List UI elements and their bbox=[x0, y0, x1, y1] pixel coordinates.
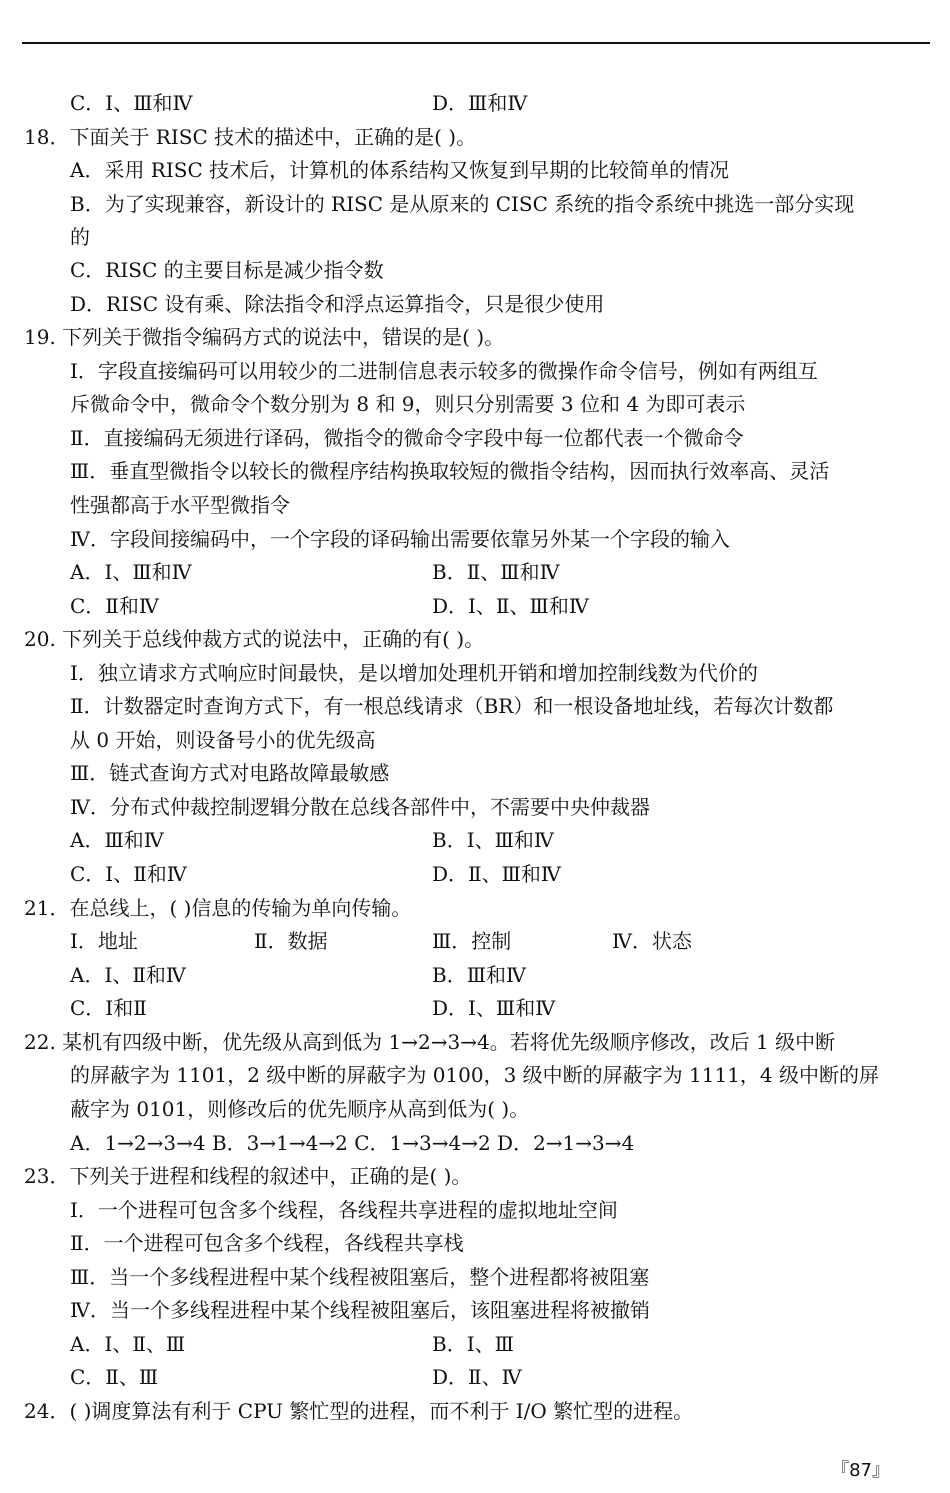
text-line: C．Ⅱ、Ⅲ bbox=[70, 1365, 159, 1389]
text-line: Ⅲ．链式查询方式对电路故障最敏感 bbox=[70, 761, 390, 785]
question-stem: 19. 下列关于微指令编码方式的说法中，错误的是( )。 bbox=[24, 325, 505, 349]
question-stem: 23．下列关于进程和线程的叙述中，正确的是( )。 bbox=[24, 1164, 472, 1188]
text-line: Ⅳ．字段间接编码中，一个字段的译码输出需要依靠另外某一个字段的输入 bbox=[70, 527, 730, 551]
text-line: Ⅰ．地址 bbox=[70, 929, 138, 953]
text-line: B．为了实现兼容，新设计的 RISC 是从原来的 CISC 系统的指令系统中挑选一部分实现 bbox=[70, 192, 855, 216]
text-line: C．Ⅰ、Ⅲ和Ⅳ bbox=[70, 91, 193, 115]
text-line: D．Ⅲ和Ⅳ bbox=[432, 91, 528, 115]
text-line: Ⅱ．计数器定时查询方式下，有一根总线请求（BR）和一根设备地址线，若每次计数都 bbox=[70, 694, 834, 718]
text-line: Ⅲ．控制 bbox=[432, 929, 512, 953]
text-line: Ⅲ．垂直型微指令以较长的微程序结构换取较短的微指令结构，因而执行效率高、灵活 bbox=[70, 459, 830, 483]
text-line: Ⅰ．字段直接编码可以用较少的二进制信息表示较多的微操作命令信号，例如有两组互 bbox=[70, 359, 818, 383]
text-line: D．Ⅰ、Ⅱ、Ⅲ和Ⅳ bbox=[432, 594, 589, 618]
text-line: B．Ⅰ、Ⅲ和Ⅳ bbox=[432, 828, 554, 852]
text-line: B．Ⅰ、Ⅲ bbox=[432, 1332, 514, 1356]
text-line: Ⅱ．一个进程可包含多个线程，各线程共享栈 bbox=[70, 1231, 464, 1255]
text-line: A．Ⅰ、Ⅱ和Ⅳ bbox=[70, 963, 186, 987]
text-line: Ⅱ．数据 bbox=[254, 929, 328, 953]
text-line: Ⅰ．一个进程可包含多个线程，各线程共享进程的虚拟地址空间 bbox=[70, 1198, 618, 1222]
text-line: D．Ⅰ、Ⅲ和Ⅳ bbox=[432, 996, 556, 1020]
text-line: A．Ⅲ和Ⅳ bbox=[70, 828, 164, 852]
text-line: Ⅳ．分布式仲裁控制逻辑分散在总线各部件中，不需要中央仲裁器 bbox=[70, 795, 650, 819]
text-line: Ⅳ．状态 bbox=[612, 929, 692, 953]
page-number: 『87』 bbox=[831, 1460, 890, 1481]
text-line: 的 bbox=[70, 225, 90, 249]
question-stem: 22. 某机有四级中断，优先级从高到低为 1→2→3→4。若将优先级顺序修改，改后 1 级中断 bbox=[24, 1030, 836, 1054]
text-line: Ⅱ．直接编码无须进行译码，微指令的微命令字段中每一位都代表一个微命令 bbox=[70, 426, 744, 450]
text-line: C．Ⅰ、Ⅱ和Ⅳ bbox=[70, 862, 187, 886]
text-line: Ⅰ．独立请求方式响应时间最快，是以增加处理机开销和增加控制线数为代价的 bbox=[70, 661, 758, 685]
text-line: Ⅳ．当一个多线程进程中某个线程被阻塞后，该阻塞进程将被撤销 bbox=[70, 1298, 650, 1322]
text-line: A．采用 RISC 技术后，计算机的体系结构又恢复到早期的比较简单的情况 bbox=[70, 158, 730, 182]
text-line: D．Ⅱ、Ⅳ bbox=[432, 1365, 522, 1389]
text-line: A．Ⅰ、Ⅲ和Ⅳ bbox=[70, 560, 192, 584]
question-stem: 24．( )调度算法有利于 CPU 繁忙型的进程，而不利于 I/O 繁忙型的进程。 bbox=[24, 1399, 694, 1423]
question-stem: 20. 下列关于总线仲裁方式的说法中，正确的有( )。 bbox=[24, 627, 485, 651]
text-line: C．Ⅱ和Ⅳ bbox=[70, 594, 159, 618]
text-line: 蔽字为 0101，则修改后的优先顺序从高到低为( )。 bbox=[70, 1097, 530, 1121]
text-line: D．RISC 设有乘、除法指令和浮点运算指令，只是很少使用 bbox=[70, 292, 605, 316]
text-line: B．Ⅱ、Ⅲ和Ⅳ bbox=[432, 560, 560, 584]
text-line: 的屏蔽字为 1101，2 级中断的屏蔽字为 0100，3 级中断的屏蔽字为 1111，4 级中断的屏 bbox=[70, 1063, 880, 1087]
text-line: C．Ⅰ和Ⅱ bbox=[70, 996, 147, 1020]
text-line: 从 0 开始，则设备号小的优先级高 bbox=[70, 728, 376, 752]
text-line: A．Ⅰ、Ⅱ、Ⅲ bbox=[70, 1332, 186, 1356]
text-line: A．1→2→3→4 B．3→1→4→2 C．1→3→4→2 D．2→1→3→4 bbox=[70, 1131, 635, 1155]
text-line: 性强都高于水平型微指令 bbox=[70, 493, 290, 517]
text-line: Ⅲ．当一个多线程进程中某个线程被阻塞后，整个进程都将被阻塞 bbox=[70, 1265, 650, 1289]
question-stem: 18．下面关于 RISC 技术的描述中，正确的是( )。 bbox=[24, 125, 477, 149]
text-line: C．RISC 的主要目标是减少指令数 bbox=[70, 258, 384, 282]
text-line: D．Ⅱ、Ⅲ和Ⅳ bbox=[432, 862, 561, 886]
question-stem: 21．在总线上，( )信息的传输为单向传输。 bbox=[24, 896, 412, 920]
text-line: B．Ⅲ和Ⅳ bbox=[432, 963, 526, 987]
text-line: 斥微命令中，微命令个数分别为 8 和 9，则只分别需要 3 位和 4 为即可表示 bbox=[70, 392, 746, 416]
header-rule bbox=[22, 42, 930, 44]
